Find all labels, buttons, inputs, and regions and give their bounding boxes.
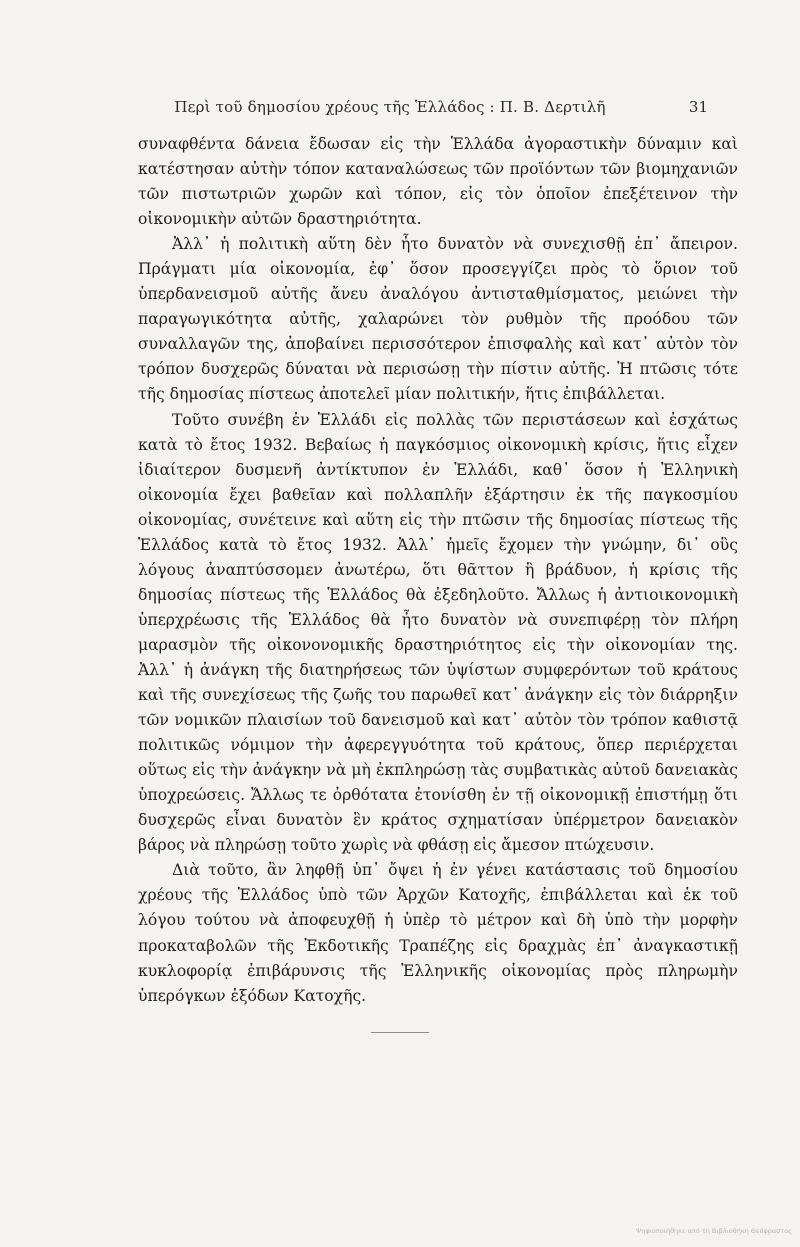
section-end-rule <box>371 1032 429 1033</box>
digitization-watermark: Ψηφιοποιήθηκε από τη Βιβλιοθήκη Θεόφραστος <box>636 1227 792 1235</box>
paragraph-continuation: συναφθέντα δάνεια ἔδωσαν εἰς τὴν Ἑλλάδα ἀγοραστικὴν δύναμιν καὶ κατέστησαν αὐτὴν τόπον καταναλώσεως τῶν προϊόντων τῶν βιομηχανιῶν τῶν πιστωτριῶν χωρῶν καὶ τόπον, εἰς τὸν ὁποῖον ἐπεξέτεινον τὴν οἰκονομικὴν αὐτῶν δραστηριότητα. <box>138 135 738 229</box>
page-number: 31 <box>688 98 708 116</box>
paragraph: Διὰ τοῦτο, ἂν ληφθῇ ὑπ᾽ ὄψει ἡ ἐν γένει κατάστασις τοῦ δημοσίου χρέους τῆς Ἑλλάδος ὑπὸ τῶν Ἀρχῶν Κατοχῆς, ἐπιβάλλεται καὶ ἐκ τοῦ λόγου τούτου νὰ ἀποφευχθῇ ἡ ὑπὲρ τὸ μέτρον καὶ δὴ ὑπὸ τὴν μορφὴν προκαταβολῶν τῆς Ἐκδοτικῆς Τραπέζης εἰς δραχμὰς ἐπ᾽ ἀναγκαστικῇ κυκλοφορίᾳ ἐπιβάρυνσις τῆς Ἑλληνικῆς οἰκονομίας πρὸς πληρωμὴν ὑπερόγκων ἐξόδων Κατοχῆς. <box>138 861 738 1005</box>
paragraph: Τοῦτο συνέβη ἐν Ἑλλάδι εἰς πολλὰς τῶν περιστάσεων καὶ ἐσχάτως κατὰ τὸ ἔτος 1932. Βεβαίως ἡ παγκόσμιος οἰκονομικὴ κρίσις, ἥτις εἶχεν ἰδιαίτερον δυσμενῆ ἀντίκτυπον ἐν Ἑλλάδι, καθ᾽ ὅσον ἡ Ἑλληνικὴ οἰκονομία ἔχει βαθεῖαν καὶ πολλαπλῆν ἐξάρτησιν ἐκ τῆς παγκοσμίου οἰκονομίας, συνέτεινε καὶ αὕτη εἰς τὴν πτῶσιν τῆς δημοσίας πίστεως τῆς Ἑλλάδος κατὰ τὸ ἔτος 1932. Ἀλλ᾽ ἡμεῖς ἔχομεν τὴν γνώμην, δι᾽ οὓς λόγους ἀναπτύσσομεν ἀνωτέρω, ὅτι θᾶττον ἢ βράδυον, ἡ κρίσις τῆς δημοσίας πίστεως τῆς Ἑλλάδος θὰ ἐξεδηλοῦτο. Ἄλλως ἡ ἀντιοικονομικὴ ὑπερχρέωσις τῆς Ἑλλάδος θὰ ἦτο δυνατὸν νὰ συνεπιφέρῃ τὸν πλήρη μαρασμὸν τῆς οἰκονονομικῆς δραστηριότητος εἰς τὴν οἰκονομίαν της. Ἀλλ᾽ ἡ ἀνάγκη τῆς διατηρήσεως τῶν ὑψίστων συμφερόντων τοῦ κράτους καὶ τῆς συνεχίσεως τῆς ζωῆς του παρωθεῖ κατ᾽ ἀνάγκην εἰς τὸν διάρρηξιν τῶν νομικῶν πλαισίων τοῦ δανεισμοῦ καὶ κατ᾽ αὐτὸν τὸν τρόπον καθιστᾷ πολιτικῶς νόμιμον τὴν ἀφερεγγυότητα τοῦ κράτους, ὅπερ περιέρχεται οὕτως εἰς τὴν ἀνάγκην νὰ μὴ ἐκπληρώσῃ τὰς συμβατικὰς αὐτοῦ δανειακὰς ὑποχρεώσεις. Ἄλλως τε ὀρθότατα ἐτονίσθη ἐν τῇ οἰκονομικῇ ἐπιστήμῃ ὅτι δυσχερῶς εἶναι δυνατὸν ἓν κράτος σχηματίσαν ὑπέρμετρον δανειακὸν βάρος νὰ πληρώσῃ τοῦτο χωρὶς νὰ φθάσῃ εἰς ἄμεσον πτώχευσιν. <box>138 410 738 855</box>
running-head: Περὶ τοῦ δημοσίου χρέους τῆς Ἑλλάδος : Π. Β. Δερτιλῆ <box>174 98 606 116</box>
paragraph: Ἀλλ᾽ ἡ πολιτικὴ αὕτη δὲν ἦτο δυνατὸν νὰ συνεχισθῇ ἐπ᾽ ἄπειρον. Πράγματι μία οἰκονομία, ἐφ᾽ ὅσον προσεγγίζει πρὸς τὸ ὅριον τοῦ ὑπερδανεισμοῦ αὐτῆς ἄνευ ἀναλόγου ἀντισταθμίσματος, μειώνει τὴν παραγωγικότητα αὐτῆς, χαλαρώνει τὸν ρυθμὸν τῆς προόδου τῶν συναλλαγῶν της, ἀποβαίνει περισσότερον ἐπισφαλὴς καὶ κατ᾽ αὐτὸν τὸν τρόπον δυσχερῶς δύναται νὰ περισώσῃ τὴν πίστιν αὐτῆς. Ἡ πτῶσις τότε τῆς δημοσίας πίστεως ἀποτελεῖ μίαν πολιτικήν, ἥτις ἐπιβάλλεται. <box>138 235 738 404</box>
body-text <box>138 132 738 1009</box>
